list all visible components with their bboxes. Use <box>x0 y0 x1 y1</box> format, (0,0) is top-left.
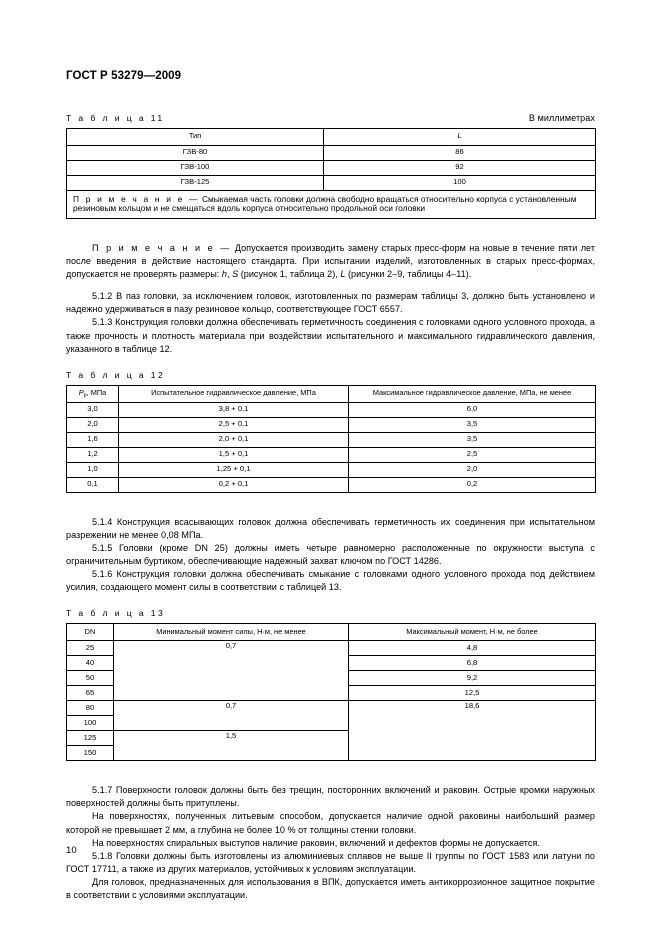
table-13-header-dn: DN <box>67 624 114 641</box>
table-11-header-type: Тип <box>67 128 324 145</box>
note-italic-s: S <box>232 269 239 280</box>
table-12-cell-test: 0,2 + 0,1 <box>119 477 349 492</box>
table-12-cell-max: 3,5 <box>349 432 596 447</box>
table-11-note-label: П р и м е ч а н и е — <box>73 193 200 204</box>
table-13-cell-dn: 65 <box>67 686 114 701</box>
table-11-note <box>67 190 596 218</box>
clause-5-1-2: 5.1.2 В паз головки, за исключением головок, изготовленных по размерам таблицы 3, должно быть установлено и надежно удерживаться в пазу резиновое кольцо, соответствующее ГОСТ 6557. <box>66 291 595 315</box>
table-12-cell-max: 2,0 <box>349 462 596 477</box>
clause-5-1-8-b: Для головок, предназначенных для использования в ВПК, допускается иметь антикоррозионное защитное покрытие в соответствии с условиями эксплуатации. <box>66 876 595 901</box>
table-13-cell-dn: 150 <box>67 746 114 761</box>
table-row <box>67 477 596 492</box>
table-13-cell-max-torque: 12,5 <box>349 686 596 701</box>
table-13 <box>66 623 596 761</box>
note-text-mid-2: (рисунок 1, таблица 2), <box>238 269 341 280</box>
table-13-cell-max-torque: 9,2 <box>349 671 596 686</box>
table-11-cell-l: 92 <box>324 160 596 175</box>
note-italic-h: h <box>221 269 227 280</box>
note-italic-l: L <box>340 269 346 280</box>
table-12-cell-p: 3,0 <box>67 402 119 417</box>
note-text-part-1: Допускается производить замену старых пресс-форм на новые в течение пяти лет после введения в действие настоящего стандарта. При испытании изделий, изготовленных в старых пресс-формах, допускается не проверять размеры: <box>66 242 596 280</box>
table-12-cell-p: 0,1 <box>67 477 119 492</box>
table-row <box>67 145 596 160</box>
table-row <box>67 462 596 477</box>
table-13-cell-min-torque: 0,7 <box>114 701 349 731</box>
table-13-cell-min-torque: 1,5 <box>114 731 349 761</box>
table-12-cell-p: 2,0 <box>67 417 119 432</box>
table-11-header-l: L <box>324 128 596 145</box>
table-11-caption-row <box>66 113 595 123</box>
table-13-cell-dn: 80 <box>67 701 114 716</box>
clause-5-1-3: 5.1.3 Конструкция головки должна обеспечивать герметичность соединения с головками одного условного прохода, а также прочность и плотность материала при воздействии испытательного и максимального гидравлического давления, указанного в таблице 12. <box>66 317 595 354</box>
table-12-cell-test: 3,8 + 0,1 <box>119 402 349 417</box>
table-11-cell-type: ГЗВ-125 <box>67 175 324 190</box>
table-12-header-pressure: $P_р$, МПа <box>67 385 119 402</box>
table-13-caption-row <box>66 608 595 618</box>
table-12-cell-p: 1,6 <box>67 432 119 447</box>
table-row <box>67 701 596 716</box>
table-12-cell-test: 1,25 + 0,1 <box>119 462 349 477</box>
table-11-cell-l: 86 <box>324 145 596 160</box>
table-12-cell-p: 1,2 <box>67 447 119 462</box>
table-13-cell-max-torque: 4,8 <box>349 641 596 656</box>
clause-block-514-516 <box>66 516 595 595</box>
table-row <box>67 190 596 218</box>
table-12-cell-max: 6,0 <box>349 402 596 417</box>
table-13-cell-dn: 25 <box>67 641 114 656</box>
document-standard-header: ГОСТ Р 53279—2009 <box>66 70 182 82</box>
note-text-mid-1: , <box>226 269 233 280</box>
table-13-cell-dn: 50 <box>67 671 114 686</box>
table-12-cell-max: 3,5 <box>349 417 596 432</box>
table-13-cell-min-torque: 0,7 <box>114 641 349 701</box>
note-text-part-2: (рисунки 2–9, таблицы 4–11). <box>345 269 472 280</box>
note-label: П р и м е ч а н и е — <box>92 242 232 253</box>
table-12-cell-test: 2,5 + 0,1 <box>119 417 349 432</box>
table-12-cell-max: 0,2 <box>349 477 596 492</box>
table-13-caption: Т а б л и ц а 13 <box>66 608 166 619</box>
clause-5-1-7-b: На поверхностях, полученных литьевым способом, допускается наличие одной раковины наибольший размер которой не превышает 2 мм, а глубина не более 10 % от толщины стенки головки. <box>66 811 595 835</box>
table-12-caption: Т а б л и ц а 12 <box>66 369 166 380</box>
table-13-cell-dn: 100 <box>67 716 114 731</box>
note-after-table-11-block <box>66 242 595 281</box>
table-11-units: В миллиметрах <box>528 112 595 123</box>
table-row <box>67 160 596 175</box>
table-row <box>67 641 596 656</box>
page-content <box>66 70 595 902</box>
table-13-cell-max-torque: 6,8 <box>349 656 596 671</box>
table-row <box>67 128 596 145</box>
clause-block-512-513 <box>66 290 595 355</box>
clause-5-1-7-c: На поверхностях спиральных выступов наличие раковин, включений и дефектов формы не допускается. <box>92 837 540 848</box>
note-after-table-11 <box>66 242 595 281</box>
table-11-cell-l: 100 <box>324 175 596 190</box>
table-13-cell-max-torque: 18,6 <box>349 701 596 761</box>
table-row <box>67 624 596 641</box>
table-12-header-max-pressure: Максимальное гидравлическое давление, МПа, не менее <box>349 385 596 402</box>
page-number: 10 <box>66 845 77 856</box>
table-row <box>67 385 596 402</box>
clause-5-1-6: 5.1.6 Конструкция головки должна обеспечивать смыкание с головками одного условного прохода под действием усилия, создающего момент силы в соответствии с таблицей 13. <box>66 569 595 593</box>
clause-block-517-518 <box>66 784 595 902</box>
table-12-cell-test: 2,0 + 0,1 <box>119 432 349 447</box>
table-13-header-min-torque: Минимальный момент силы, Н·м, не менее <box>114 624 349 641</box>
table-13-cell-dn: 40 <box>67 656 114 671</box>
table-row <box>67 432 596 447</box>
table-12-cell-test: 1,5 + 0,1 <box>119 447 349 462</box>
clause-5-1-4: 5.1.4 Конструкция всасывающих головок должна обеспечивать герметичность их соединения при испытательном разрежении не менее 0,08 МПа. <box>66 516 595 540</box>
table-12-cell-p: 1,0 <box>67 462 119 477</box>
table-13-header-max-torque: Максимальный момент, Н·м, не более <box>349 624 596 641</box>
table-11-cell-type: ГЗВ-80 <box>67 145 324 160</box>
table-12-caption-row <box>66 370 595 380</box>
table-12-header-test-pressure: Испытательное гидравлическое давление, МПа <box>119 385 349 402</box>
clause-5-1-8: 5.1.8 Головки должны быть изготовлены из алюминиевых сплавов не выше II группы по ГОСТ 1583 или латуни по ГОСТ 17711, а также из других материалов, устойчивых к условиям эксплуатации. <box>66 850 595 874</box>
table-row <box>67 417 596 432</box>
table-row <box>67 447 596 462</box>
table-12 <box>66 385 596 493</box>
table-11-note-text: Смыкаемая часть головки должна свободно вращаться относительно корпуса с установленным резиновым кольцом и не смещаться вдоль корпуса относительно продольной оси головки <box>73 193 577 214</box>
clause-5-1-7: 5.1.7 Поверхности головок должны быть без трещин, посторонних включений и раковин. Острые кромки наружных поверхностей должны быть притуплены. <box>66 785 595 809</box>
table-row <box>67 175 596 190</box>
table-11-cell-type: ГЗВ-100 <box>67 160 324 175</box>
clause-5-1-5: 5.1.5 Головки (кроме DN 25) должны иметь четыре равномерно расположенные по окружности выступа с ограничительным буртиком, обеспечивающие надежный захват ключом по ГОСТ 14286. <box>66 542 595 566</box>
table-11 <box>66 128 596 219</box>
table-row <box>67 402 596 417</box>
table-11-caption: Т а б л и ц а 11 <box>66 112 165 123</box>
table-12-cell-max: 2,5 <box>349 447 596 462</box>
table-13-cell-dn: 125 <box>67 731 114 746</box>
